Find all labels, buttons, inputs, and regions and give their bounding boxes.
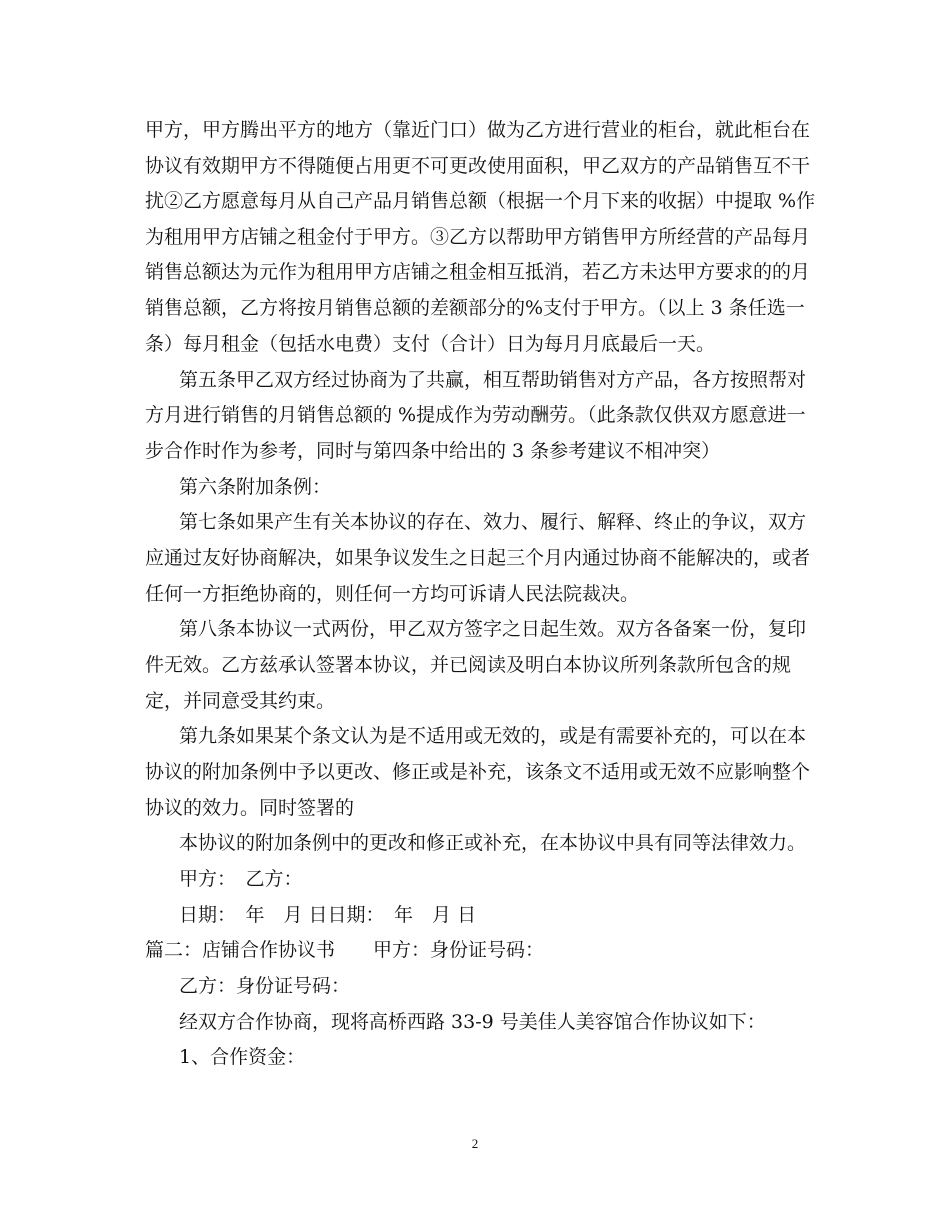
body-line: 甲方，甲方腾出平方的地方（靠近门口）做为乙方进行营业的柜台，就此柜台在	[145, 119, 811, 141]
body-line: 任何一方拒绝协商的，则任何一方均可诉请人民法院裁决。	[145, 583, 640, 605]
body-line: 步合作时作为参考，同时与第四条中给出的 3 条参考建议不相冲突）	[145, 440, 721, 462]
body-line: 销售总额达为元作为租用甲方店铺之租金相互抵消，若乙方未达甲方要求的的月	[145, 261, 811, 283]
clause-nine-line: 第九条如果某个条文认为是不适用或无效的，或是有需要补充的，可以在本	[179, 725, 807, 747]
body-line: 协议有效期甲方不得随便占用更不可更改使用面积，甲乙双方的产品销售互不干	[145, 155, 811, 177]
signature-line: 甲方： 乙方：	[179, 868, 303, 890]
body-line: 销售总额，乙方将按月销售总额的差额部分的%支付于甲方。（以上 3 条任选一	[145, 297, 805, 319]
clause-eight-line: 第八条本协议一式两份，甲乙双方签字之日起生效。双方各备案一份，复印	[179, 618, 807, 640]
body-line: 扰②乙方愿意每月从自己产品月销售总额（根据一个月下来的收据）中提取 %作	[145, 190, 816, 212]
clause-five-line: 第五条甲乙双方经过协商为了共赢，相互帮助销售对方产品，各方按照帮对	[179, 369, 807, 391]
body-line: 定，并同意受其约束。	[145, 690, 336, 712]
body-line: 经双方合作协商，现将高桥西路 33-9 号美佳人美容馆合作协议如下：	[179, 1011, 766, 1033]
body-line: 协议的附加条例中予以更改、修正或是补充，该条文不适用或无效不应影响整个	[145, 761, 811, 783]
date-line: 日期： 年 月 日日期： 年 月 日	[179, 904, 477, 926]
body-line: 本协议的附加条例中的更改和修正或补充，在本协议中具有同等法律效力。	[179, 832, 807, 854]
body-line: 件无效。乙方兹承认签署本协议，并已阅读及明白本协议所列条款所包含的规	[145, 654, 792, 676]
section-heading: 篇二：店铺合作协议书 甲方：身份证号码：	[145, 939, 545, 961]
body-line: 为租用甲方店铺之租金付于甲方。③乙方以帮助甲方销售甲方所经营的产品每月	[145, 226, 811, 248]
body-line: 应通过友好协商解决，如果争议发生之日起三个月内通过协商不能解决的，或者	[145, 547, 811, 569]
body-line: 方月进行销售的月销售总额的 %提成作为劳动酬劳。（此条款仅供双方愿意进一	[145, 404, 806, 426]
body-line: 条）每月租金（包括水电费）支付（合计）日为每月月底最后一天。	[145, 333, 716, 355]
list-item: 1、合作资金：	[179, 1046, 306, 1068]
party-b-line: 乙方：身份证号码：	[179, 975, 351, 997]
body-line: 协议的效力。同时签署的	[145, 797, 355, 819]
clause-seven-line: 第七条如果产生有关本协议的存在、效力、履行、解释、终止的争议，双方	[179, 511, 807, 533]
page-number: 2	[471, 1136, 479, 1151]
clause-six-line: 第六条附加条例：	[179, 476, 332, 498]
